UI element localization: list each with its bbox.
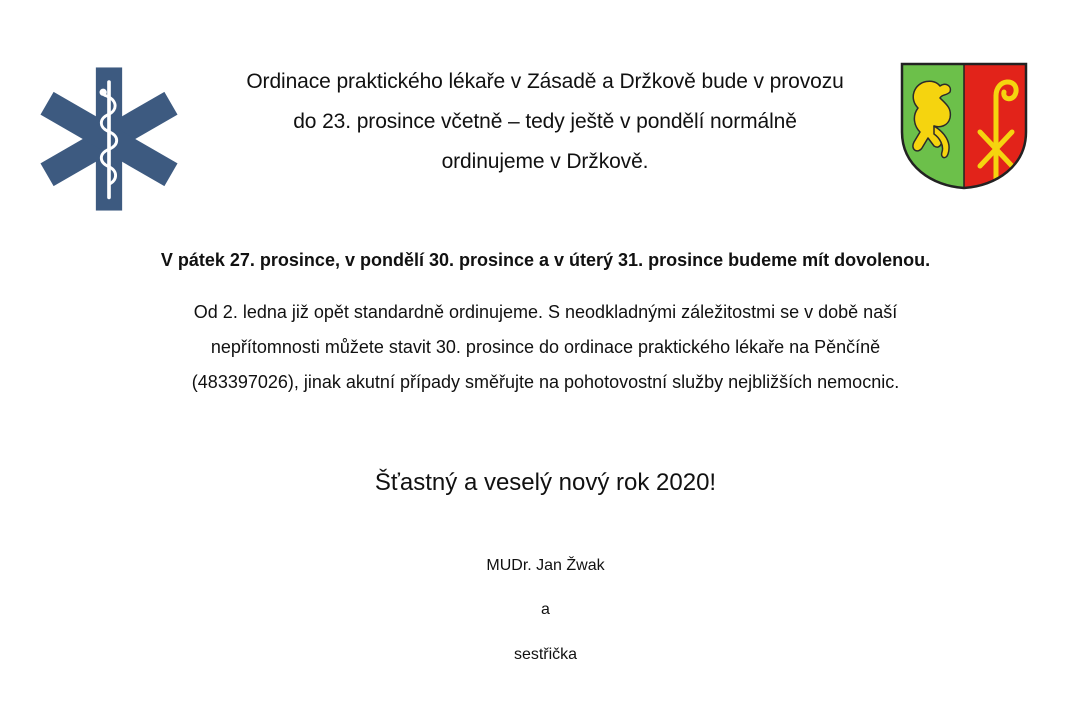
info-line-2: nepřítomnosti můžete stavit 30. prosince do ordinace praktického lékaře na Pěnčíně bbox=[210, 337, 881, 357]
signature-and: a bbox=[541, 601, 550, 618]
header-line-2: do 23. prosince včetně – tedy ještě v pondělí normálně bbox=[293, 110, 797, 133]
star-of-life-icon bbox=[36, 66, 182, 212]
info-paragraph bbox=[60, 295, 1031, 400]
header-line-3: ordinujeme v Držkově. bbox=[441, 150, 649, 173]
coat-of-arms-icon bbox=[900, 62, 1028, 190]
info-line-3: (483397026), jinak akutní případy směřujte na pohotovostní služby nejbližších nemocnic. bbox=[191, 372, 900, 392]
new-year-greeting: Šťastný a veselý nový rok 2020! bbox=[374, 469, 717, 496]
info-line-1: Od 2. ledna již opět standardně ordinujeme. S neodkladnými záležitostmi se v době naší bbox=[193, 302, 898, 322]
vacation-notice: V pátek 27. prosince, v pondělí 30. prosince a v úterý 31. prosince budeme mít dovolenou. bbox=[160, 250, 931, 270]
signature-nurse: sestřička bbox=[513, 646, 578, 663]
header-announcement bbox=[180, 62, 910, 182]
signature-name: MUDr. Jan Žwak bbox=[486, 557, 605, 574]
header-line-1: Ordinace praktického lékaře v Zásadě a Držkově bude v provozu bbox=[246, 70, 844, 93]
